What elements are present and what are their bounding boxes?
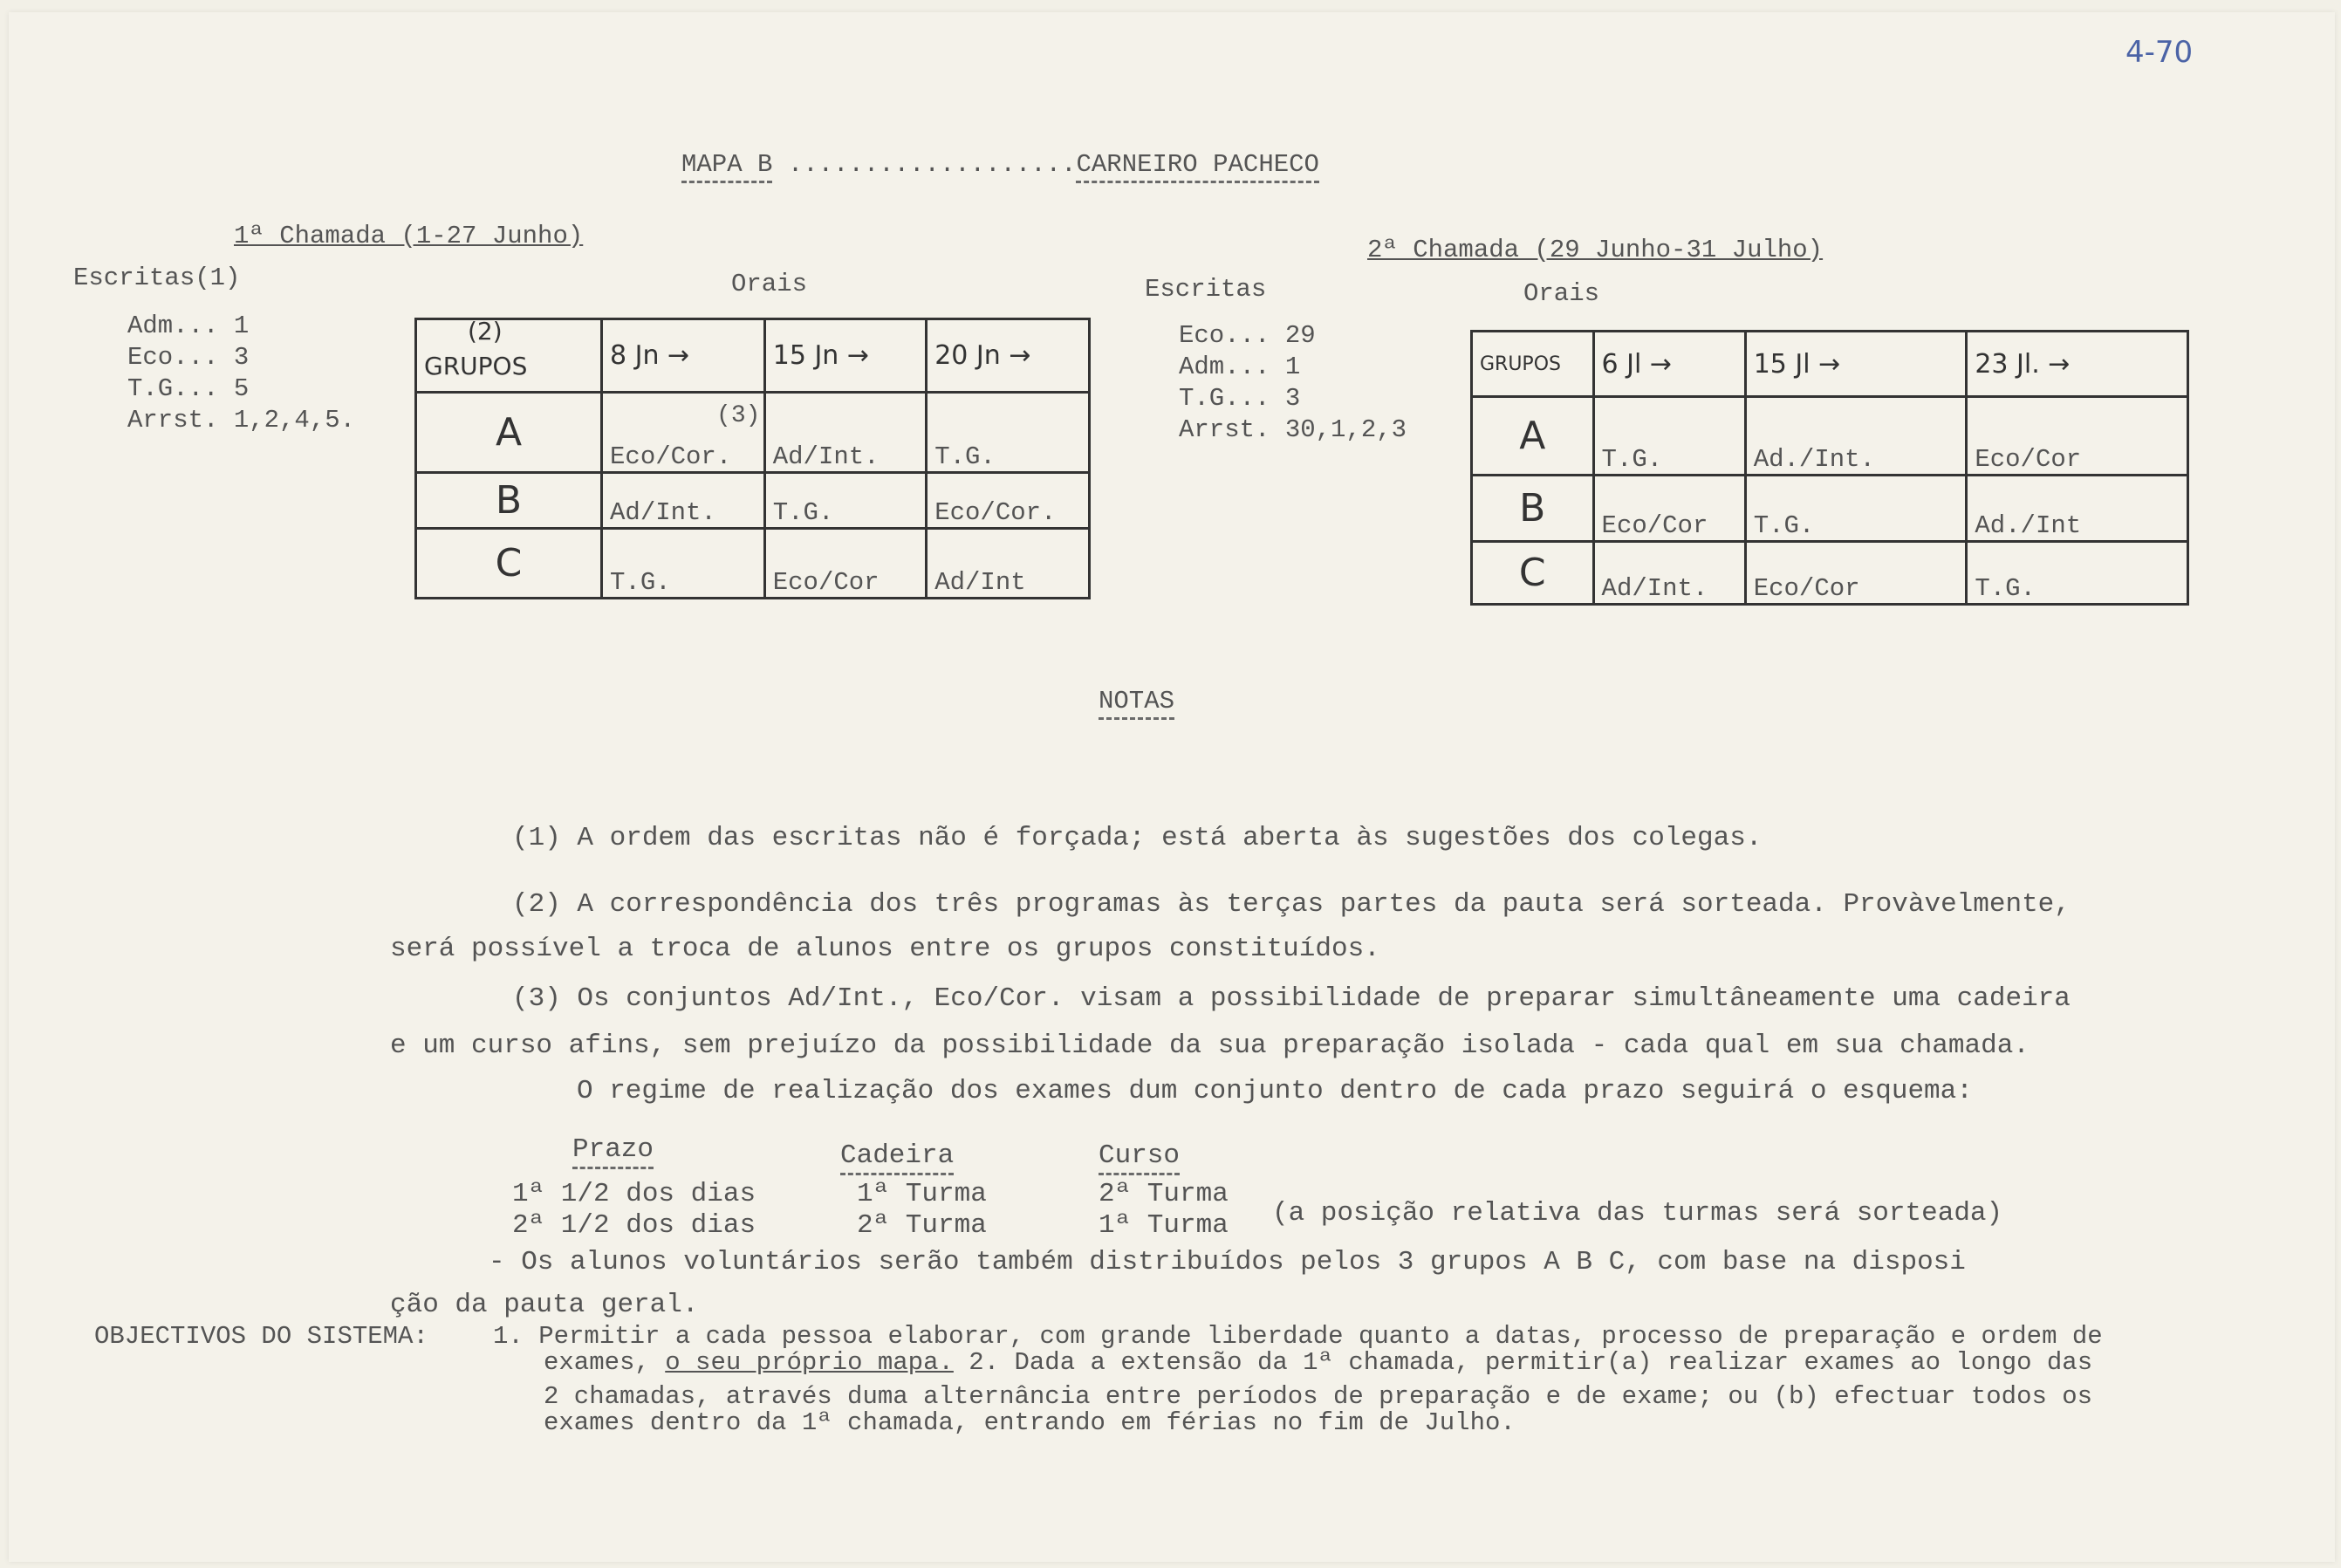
note-1: (1) A ordem das escritas não é forçada; está aberta às sugestões dos colegas. bbox=[512, 823, 1763, 853]
group-label: B bbox=[416, 473, 602, 529]
table-cell: T.G. bbox=[927, 393, 1090, 473]
objectives-line-4: exames dentro da 1ª chamada, entrando em férias no fim de Julho. bbox=[544, 1408, 1516, 1437]
objectives-line-3: 2 chamadas, através duma alternância entre períodos de preparação e de exame; ou (b) efectuar todos os bbox=[544, 1382, 2093, 1411]
table-cell: Eco/Cor bbox=[764, 529, 926, 599]
volunteers-line-2: ção da pauta geral. bbox=[390, 1290, 699, 1320]
header-groups bbox=[416, 319, 602, 393]
second-call-oral-table bbox=[1470, 330, 2189, 606]
table-cell: Eco/Cor bbox=[1967, 397, 2188, 476]
table-row bbox=[416, 473, 1090, 529]
scheme-row-1-prazo: 1ª 1/2 dos dias bbox=[512, 1179, 756, 1209]
table-cell: Eco/Cor. bbox=[927, 473, 1090, 529]
table-cell: T.G. bbox=[602, 529, 765, 599]
objectives-line-2-end: 2. Dada a extensão da 1ª chamada, permitir(a) realizar exames ao longo das bbox=[969, 1348, 2093, 1377]
note-3-line-2: e um curso afins, sem prejuízo da possibilidade da sua preparação isolada - cada qual em sua chamada. bbox=[390, 1030, 2030, 1061]
objectives-own-map: o seu próprio mapa. bbox=[665, 1348, 954, 1377]
notes-heading-text: NOTAS bbox=[1099, 687, 1174, 720]
table-cell: T.G. bbox=[1967, 542, 2188, 605]
header-date-2: 15 Jl → bbox=[1745, 332, 1967, 397]
group-label: A bbox=[416, 393, 602, 473]
objectives-line-2 bbox=[544, 1348, 2092, 1378]
table-header-row bbox=[1472, 332, 2188, 397]
first-call-written-label: Escritas(1) bbox=[73, 264, 241, 292]
title-left: MAPA B bbox=[681, 150, 772, 183]
group-label: A bbox=[1472, 397, 1594, 476]
scheme-aside: (a posição relativa das turmas será sorteada) bbox=[1272, 1198, 2003, 1229]
note-3-line-1: (3) Os conjuntos Ad/Int., Eco/Cor. visam a possibilidade de preparar simultâneamente uma cadeira bbox=[512, 983, 2071, 1014]
notes-heading bbox=[1099, 687, 1174, 716]
first-call-oral-table bbox=[414, 318, 1091, 599]
written-item: Eco... 29 bbox=[1179, 321, 1316, 350]
table-cell: Ad/Int bbox=[927, 529, 1090, 599]
group-label: C bbox=[416, 529, 602, 599]
second-call-written-label: Escritas bbox=[1145, 275, 1267, 304]
written-item: Adm... 1 bbox=[127, 312, 250, 340]
table-cell: T.G. bbox=[764, 473, 926, 529]
written-item: Adm... 1 bbox=[1179, 353, 1301, 381]
table-row bbox=[416, 393, 1090, 473]
cell-value: Eco/Cor. bbox=[610, 442, 732, 471]
group-label: C bbox=[1472, 542, 1594, 605]
note-3-marker: (3) bbox=[716, 402, 761, 429]
table-cell bbox=[602, 393, 765, 473]
note-2-line-1: (2) A correspondência dos três programas às terças partes da pauta será sorteada. Provàvelmente, bbox=[512, 889, 2071, 920]
title-right: CARNEIRO PACHECO bbox=[1076, 150, 1318, 183]
table-cell: Eco/Cor bbox=[1745, 542, 1967, 605]
group-label: B bbox=[1472, 476, 1594, 542]
scheme-row-2-curso: 1ª Turma bbox=[1099, 1210, 1229, 1241]
table-cell: Eco/Cor bbox=[1593, 476, 1745, 542]
header-date-3: 20 Jn → bbox=[927, 319, 1090, 393]
header-date-3: 23 Jl. → bbox=[1967, 332, 2188, 397]
header-groups-label: GRUPOS bbox=[424, 352, 528, 380]
table-row bbox=[1472, 542, 2188, 605]
table-cell: Ad/Int. bbox=[764, 393, 926, 473]
table-row bbox=[1472, 476, 2188, 542]
header-date-1: 6 Jl → bbox=[1593, 332, 1745, 397]
scheme-row-1-cadeira: 1ª Turma bbox=[857, 1179, 987, 1209]
table-cell: T.G. bbox=[1593, 397, 1745, 476]
scheme-row-1-curso: 2ª Turma bbox=[1099, 1179, 1229, 1209]
scheme-header-curso bbox=[1099, 1140, 1180, 1172]
first-call-written-list bbox=[127, 311, 355, 436]
scheme-row-2-prazo: 2ª 1/2 dos dias bbox=[512, 1210, 756, 1241]
scheme-header-prazo-text: Prazo bbox=[572, 1134, 654, 1169]
objectives-line-1: 1. Permitir a cada pessoa elaborar, com grande liberdade quanto a datas, processo de preparação e ordem de bbox=[493, 1322, 2103, 1351]
second-call-written-list bbox=[1179, 320, 1407, 446]
note-2-marker: (2) bbox=[468, 317, 503, 346]
written-item: T.G... 5 bbox=[127, 374, 250, 403]
table-row bbox=[416, 529, 1090, 599]
corner-note: 4-70 bbox=[2125, 35, 2194, 70]
header-groups: GRUPOS bbox=[1472, 332, 1594, 397]
table-cell: Ad./Int bbox=[1967, 476, 2188, 542]
objectives-label: OBJECTIVOS DO SISTEMA: bbox=[94, 1322, 428, 1351]
table-cell: Ad/Int. bbox=[1593, 542, 1745, 605]
written-item: Arrst. 30,1,2,3 bbox=[1179, 415, 1407, 444]
note-2-line-2: será possível a troca de alunos entre os grupos constituídos. bbox=[390, 934, 1380, 964]
table-cell: T.G. bbox=[1745, 476, 1967, 542]
table-row bbox=[1472, 397, 2188, 476]
document-title bbox=[681, 150, 1319, 180]
scheme-header-cadeira bbox=[840, 1140, 954, 1172]
written-item: Eco... 3 bbox=[127, 343, 250, 372]
table-cell: Ad./Int. bbox=[1745, 397, 1967, 476]
regime-text: O regime de realização dos exames dum conjunto dentro de cada prazo seguirá o esquema: bbox=[577, 1076, 1973, 1106]
volunteers-line-1: - Os alunos voluntários serão também distribuídos pelos 3 grupos A B C, com base na disposi bbox=[489, 1247, 1966, 1277]
header-date-1: 8 Jn → bbox=[602, 319, 765, 393]
first-call-heading: 1ª Chamada (1-27 Junho) bbox=[234, 222, 584, 250]
scheme-header-curso-text: Curso bbox=[1099, 1140, 1180, 1175]
scheme-header-cadeira-text: Cadeira bbox=[840, 1140, 954, 1175]
second-call-oral-label: Orais bbox=[1523, 279, 1600, 308]
header-date-2: 15 Jn → bbox=[764, 319, 926, 393]
written-item: T.G... 3 bbox=[1179, 384, 1301, 413]
written-item: Arrst. 1,2,4,5. bbox=[127, 406, 356, 435]
scheme-header-prazo bbox=[572, 1133, 654, 1166]
title-dots: ................... bbox=[787, 150, 1077, 179]
table-cell: Ad/Int. bbox=[602, 473, 765, 529]
second-call-heading: 2ª Chamada (29 Junho-31 Julho) bbox=[1367, 236, 1824, 264]
objectives-line-2-start: exames, bbox=[544, 1348, 650, 1377]
first-call-oral-label: Orais bbox=[731, 270, 808, 298]
table-header-row bbox=[416, 319, 1090, 393]
scheme-row-2-cadeira: 2ª Turma bbox=[857, 1210, 987, 1241]
